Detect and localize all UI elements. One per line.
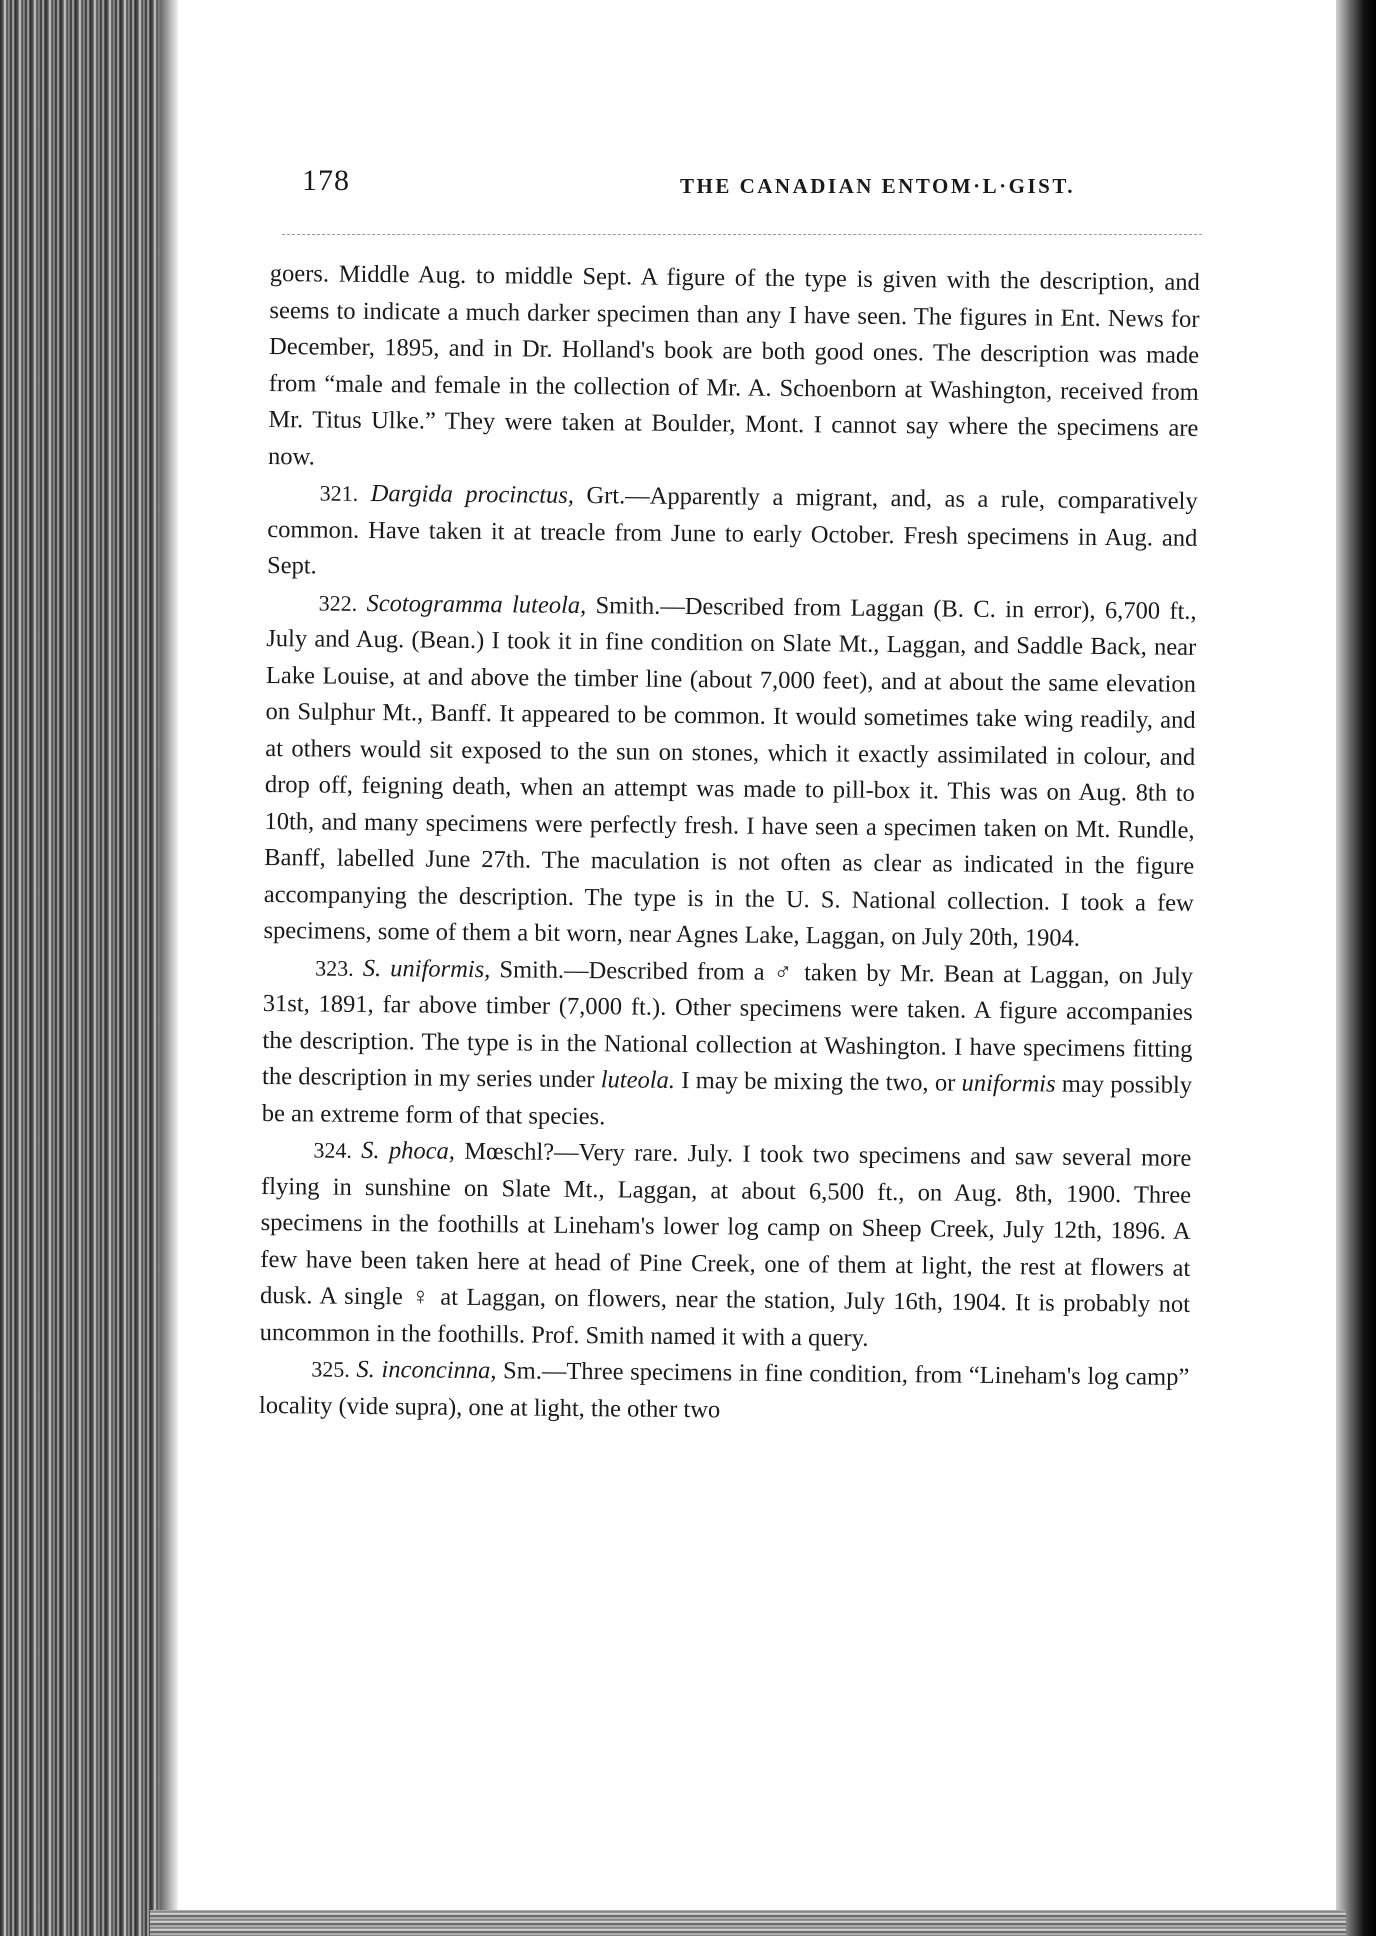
header-rule [282, 234, 1202, 235]
entry-text: Smith.—Described from a ♂ taken by Mr. Bean at Laggan, on July 31st, 1891, far above timber (7,000 ft.). Other specimens were taken. A figure accompanies the description. The type is in the National collection at Washington. I have specimens fitting the description in my series under [261, 955, 1194, 1094]
page-stack-right-edge [1336, 0, 1376, 1936]
page-stack-left-edge [0, 0, 178, 1936]
entry-text: Grt.—Apparently a migrant, and, as a rule, comparatively common. Have taken it at treacle from June to early October. Fresh specimens in Aug. and Sept. [266, 481, 1198, 580]
entry-text: Smith.—Described from Laggan (B. C. in error), 6,700 ft., July and Aug. (Bean.) I took it in fine condition on Slate Mt., Laggan, and Saddle Back, near Lake Louise, at and above the timber line (about 7,000 feet), and at about the same elevation on Sulphur Mt., Banff. It appeared to be common. It would sometimes take wing readily, and at others would sit exposed to the sun on stones, which it exactly assimilated in colour, and drop off, feigning death, when an attempt was made to pill-box it. This was on Aug. 8th to 10th, and many specimens were perfectly fresh. I have seen a specimen taken on Mt. Rundle, Banff, labelled June 27th. The maculation is not often as clear as indicated in the figure accompanying the description. The type is in the U. S. National collection. I took a few specimens, some of them a bit worn, near Agnes Lake, Laggan, on July 20th, 1904. [263, 591, 1197, 952]
entry-number: 325. [311, 1356, 350, 1382]
page-stack-bottom-edge [150, 1910, 1346, 1936]
species-name: S. inconcinna, [356, 1355, 497, 1385]
running-head [302, 160, 1376, 210]
entry-number: 321. [319, 480, 359, 506]
species-name: S. uniformis, [362, 954, 491, 983]
entry-text: may possibly be an extreme form of that species. [261, 1070, 1193, 1130]
paragraph-continuation: goers. Middle Aug. to middle Sept. A figure of the type is given with the description, and seems to indicate a much darker specimen than any I have seen. The figures in Ent. News for December, 1895, and in Dr. Holland's book are both good ones. The description was made from “male and female in the collection of Mr. A. Schoenborn at Washington, received from Mr. Titus Ulke.” They were taken at Boulder, Mont. I cannot say where the specimens are now. [267, 259, 1200, 470]
page-number: 178 [302, 164, 350, 197]
species-name: Dargida procinctus, [370, 479, 575, 509]
species-name: Scotogramma luteola, [366, 589, 587, 619]
entry-text: Sm.—Three specimens in fine condition, from “Lineham's log camp” locality (vide supra), one at light, the other two [258, 1357, 1190, 1423]
species-reference: uniformis [961, 1069, 1056, 1098]
species-entry-323 [262, 949, 1194, 1140]
entry-text: I may be mixing the two, or [674, 1066, 962, 1097]
entry-number: 324. [313, 1137, 353, 1163]
species-name: S. phoca, [361, 1136, 456, 1165]
species-reference: luteola. [600, 1066, 676, 1094]
body-text [259, 256, 1200, 1433]
species-entry-322 [263, 584, 1196, 958]
entry-number: 322. [318, 589, 358, 616]
species-entry-325 [259, 1351, 1190, 1433]
entry-text: Mœschl?—Very rare. July. I took two specimens and saw several more flying in sunshine on Slate Mt., Laggan, at about 6,500 ft., on Aug. 8th, 1900. Three specimens in the foothills at Lineham's lower log camp on Sheep Creek, July 12th, 1896. A few have been taken here at head of Pine Creek, one of them at light, the rest at flowers at dusk. A single ♀ at Laggan, on flowers, near the station, July 16th, 1904. It is probably not uncommon in the foothills. Prof. Smith named it with a query. [259, 1137, 1192, 1352]
journal-title: THE CANADIAN ENTOM·L·GIST. [680, 174, 1076, 198]
book-page [180, 0, 1330, 1905]
species-entry-324 [259, 1132, 1191, 1360]
entry-number: 323. [315, 954, 354, 981]
species-entry-321 [267, 475, 1198, 593]
